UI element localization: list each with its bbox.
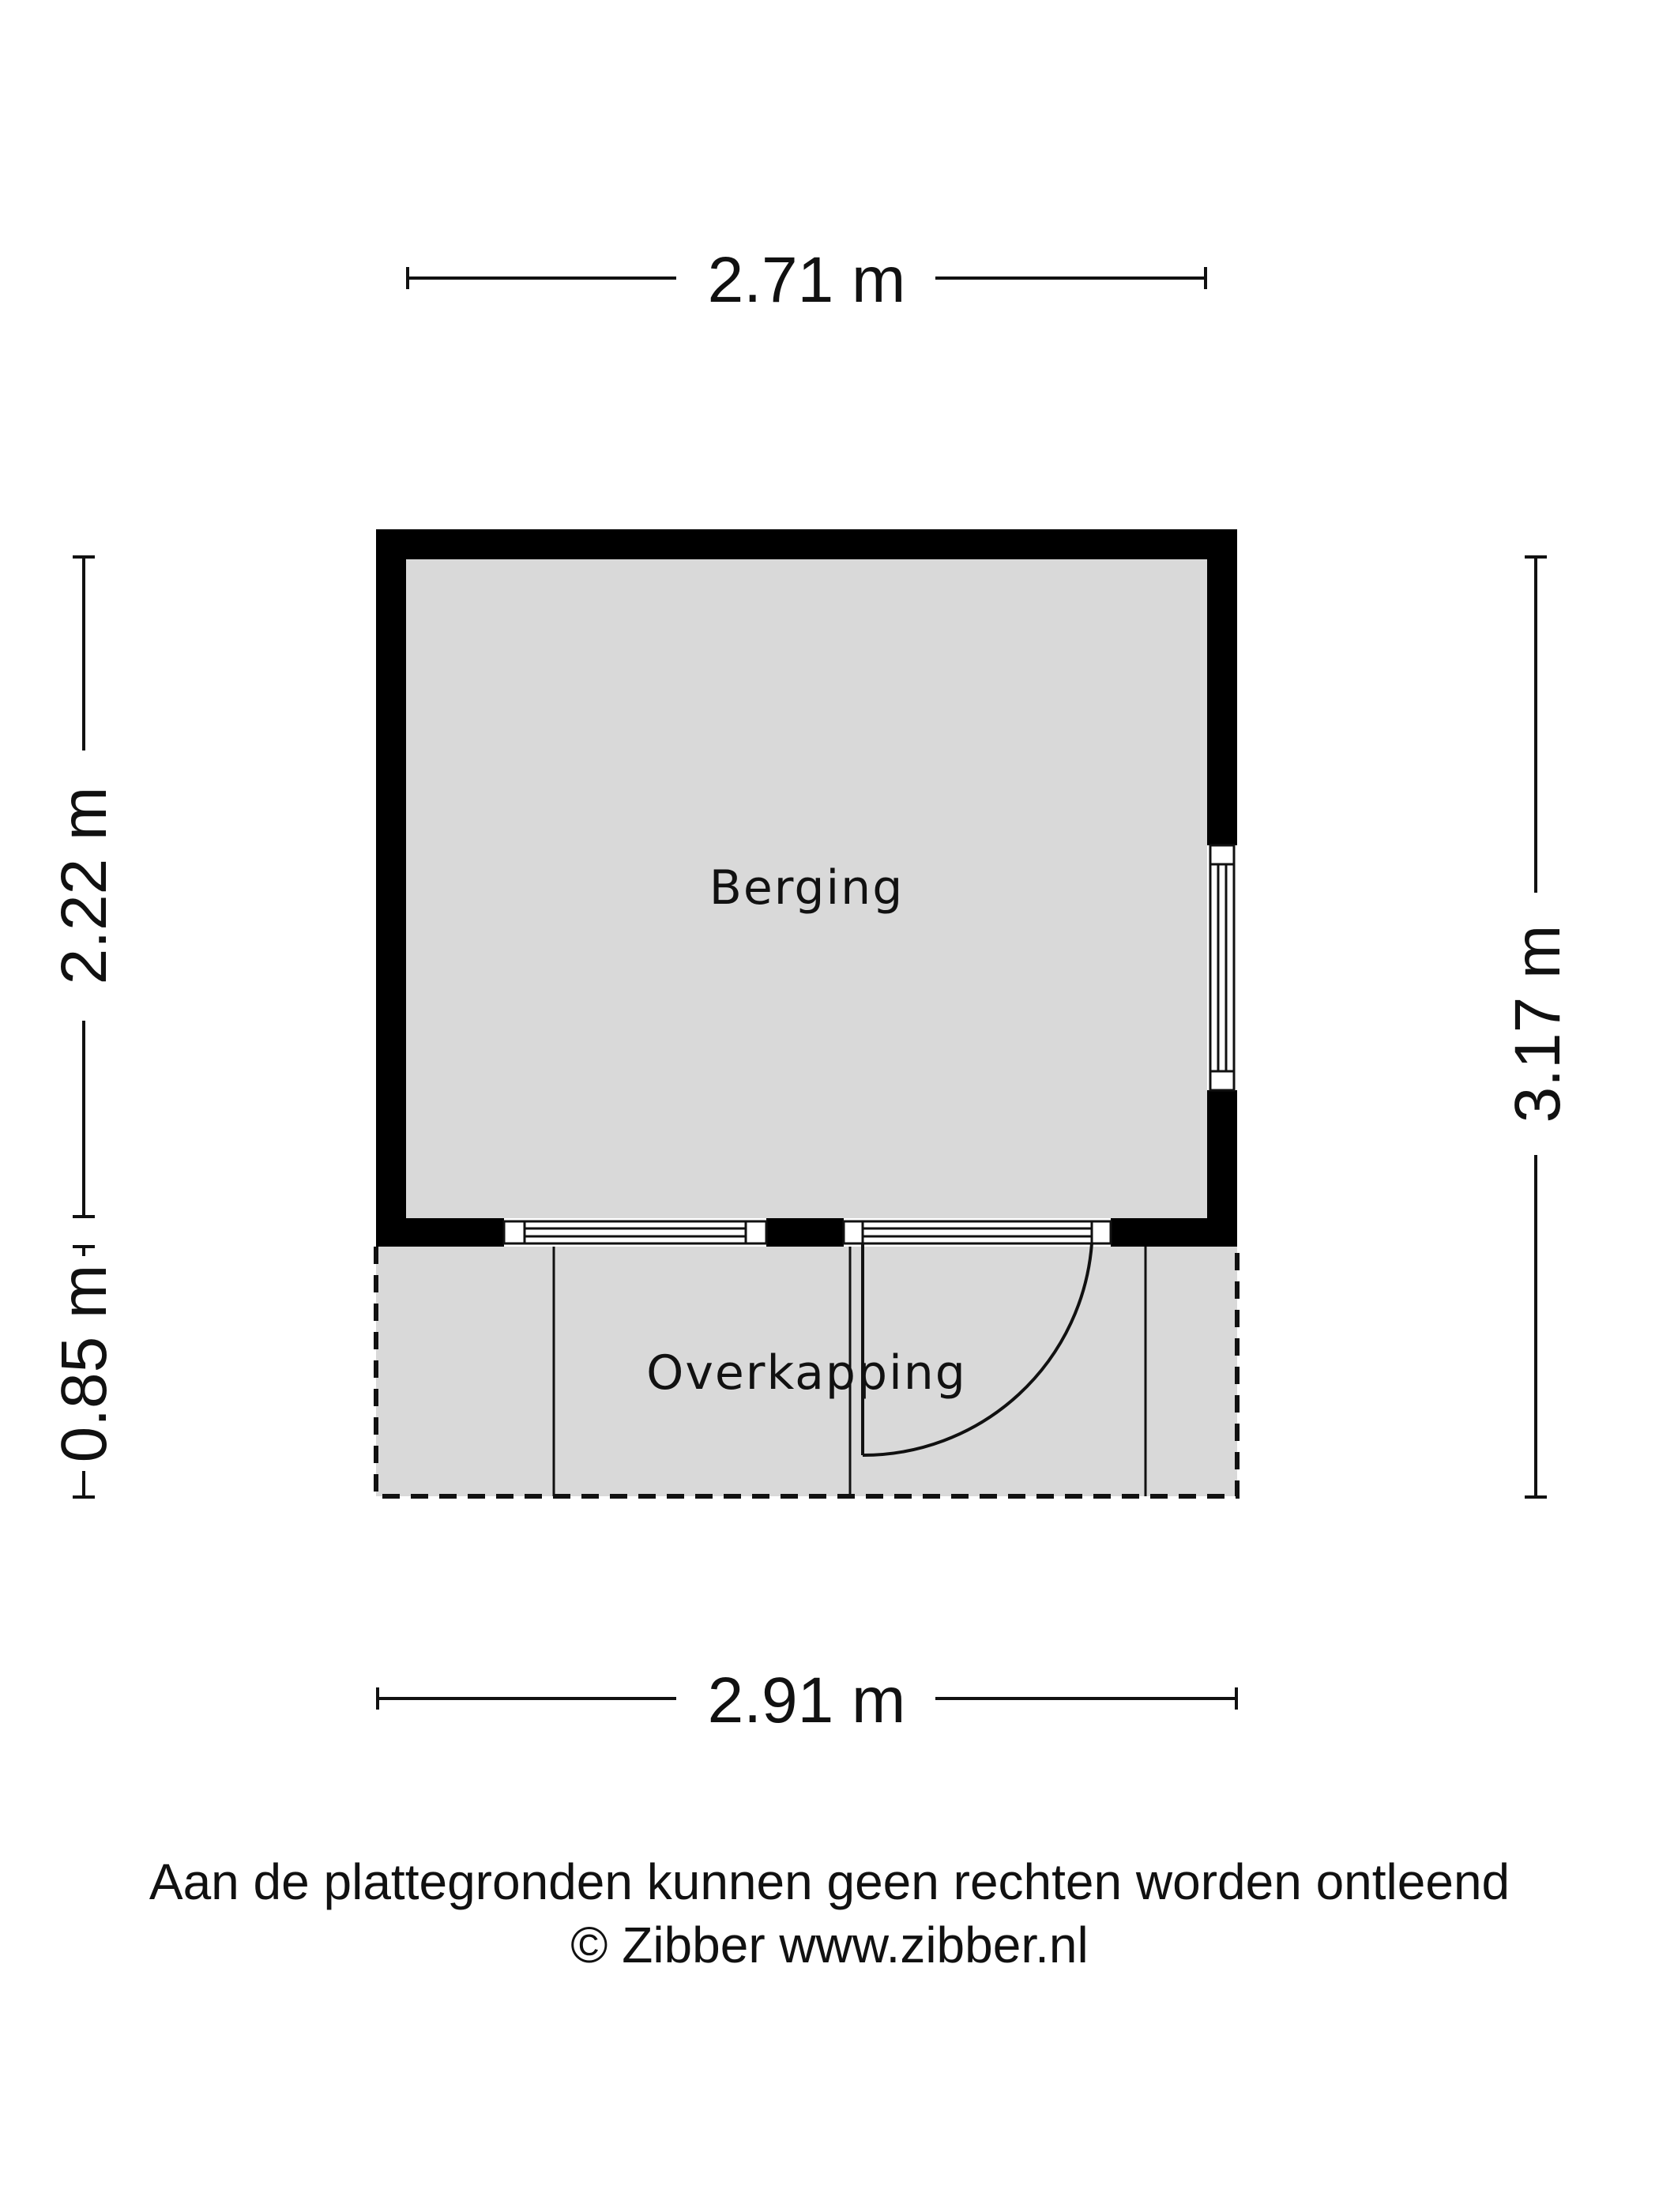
window-right <box>1207 845 1237 1090</box>
dimension-left-lower-label: 0.85 m <box>48 1264 120 1463</box>
dimension-left-upper-label: 2.22 m <box>48 786 120 985</box>
room-label-overkapping: Overkapping <box>646 1345 967 1401</box>
window-bottom-left <box>504 1218 766 1247</box>
room-label-berging: Berging <box>709 860 905 916</box>
door-opening <box>844 1218 1111 1247</box>
dimension-right-label: 3.17 m <box>1502 924 1574 1123</box>
footer-credit: © Zibber www.zibber.nl <box>570 1917 1089 1973</box>
dimension-top-label: 2.71 m <box>707 244 906 316</box>
dimension-bottom-label: 2.91 m <box>707 1665 906 1736</box>
footer-disclaimer: Aan de plattegronden kunnen geen rechten worden ontleend <box>149 1853 1510 1910</box>
